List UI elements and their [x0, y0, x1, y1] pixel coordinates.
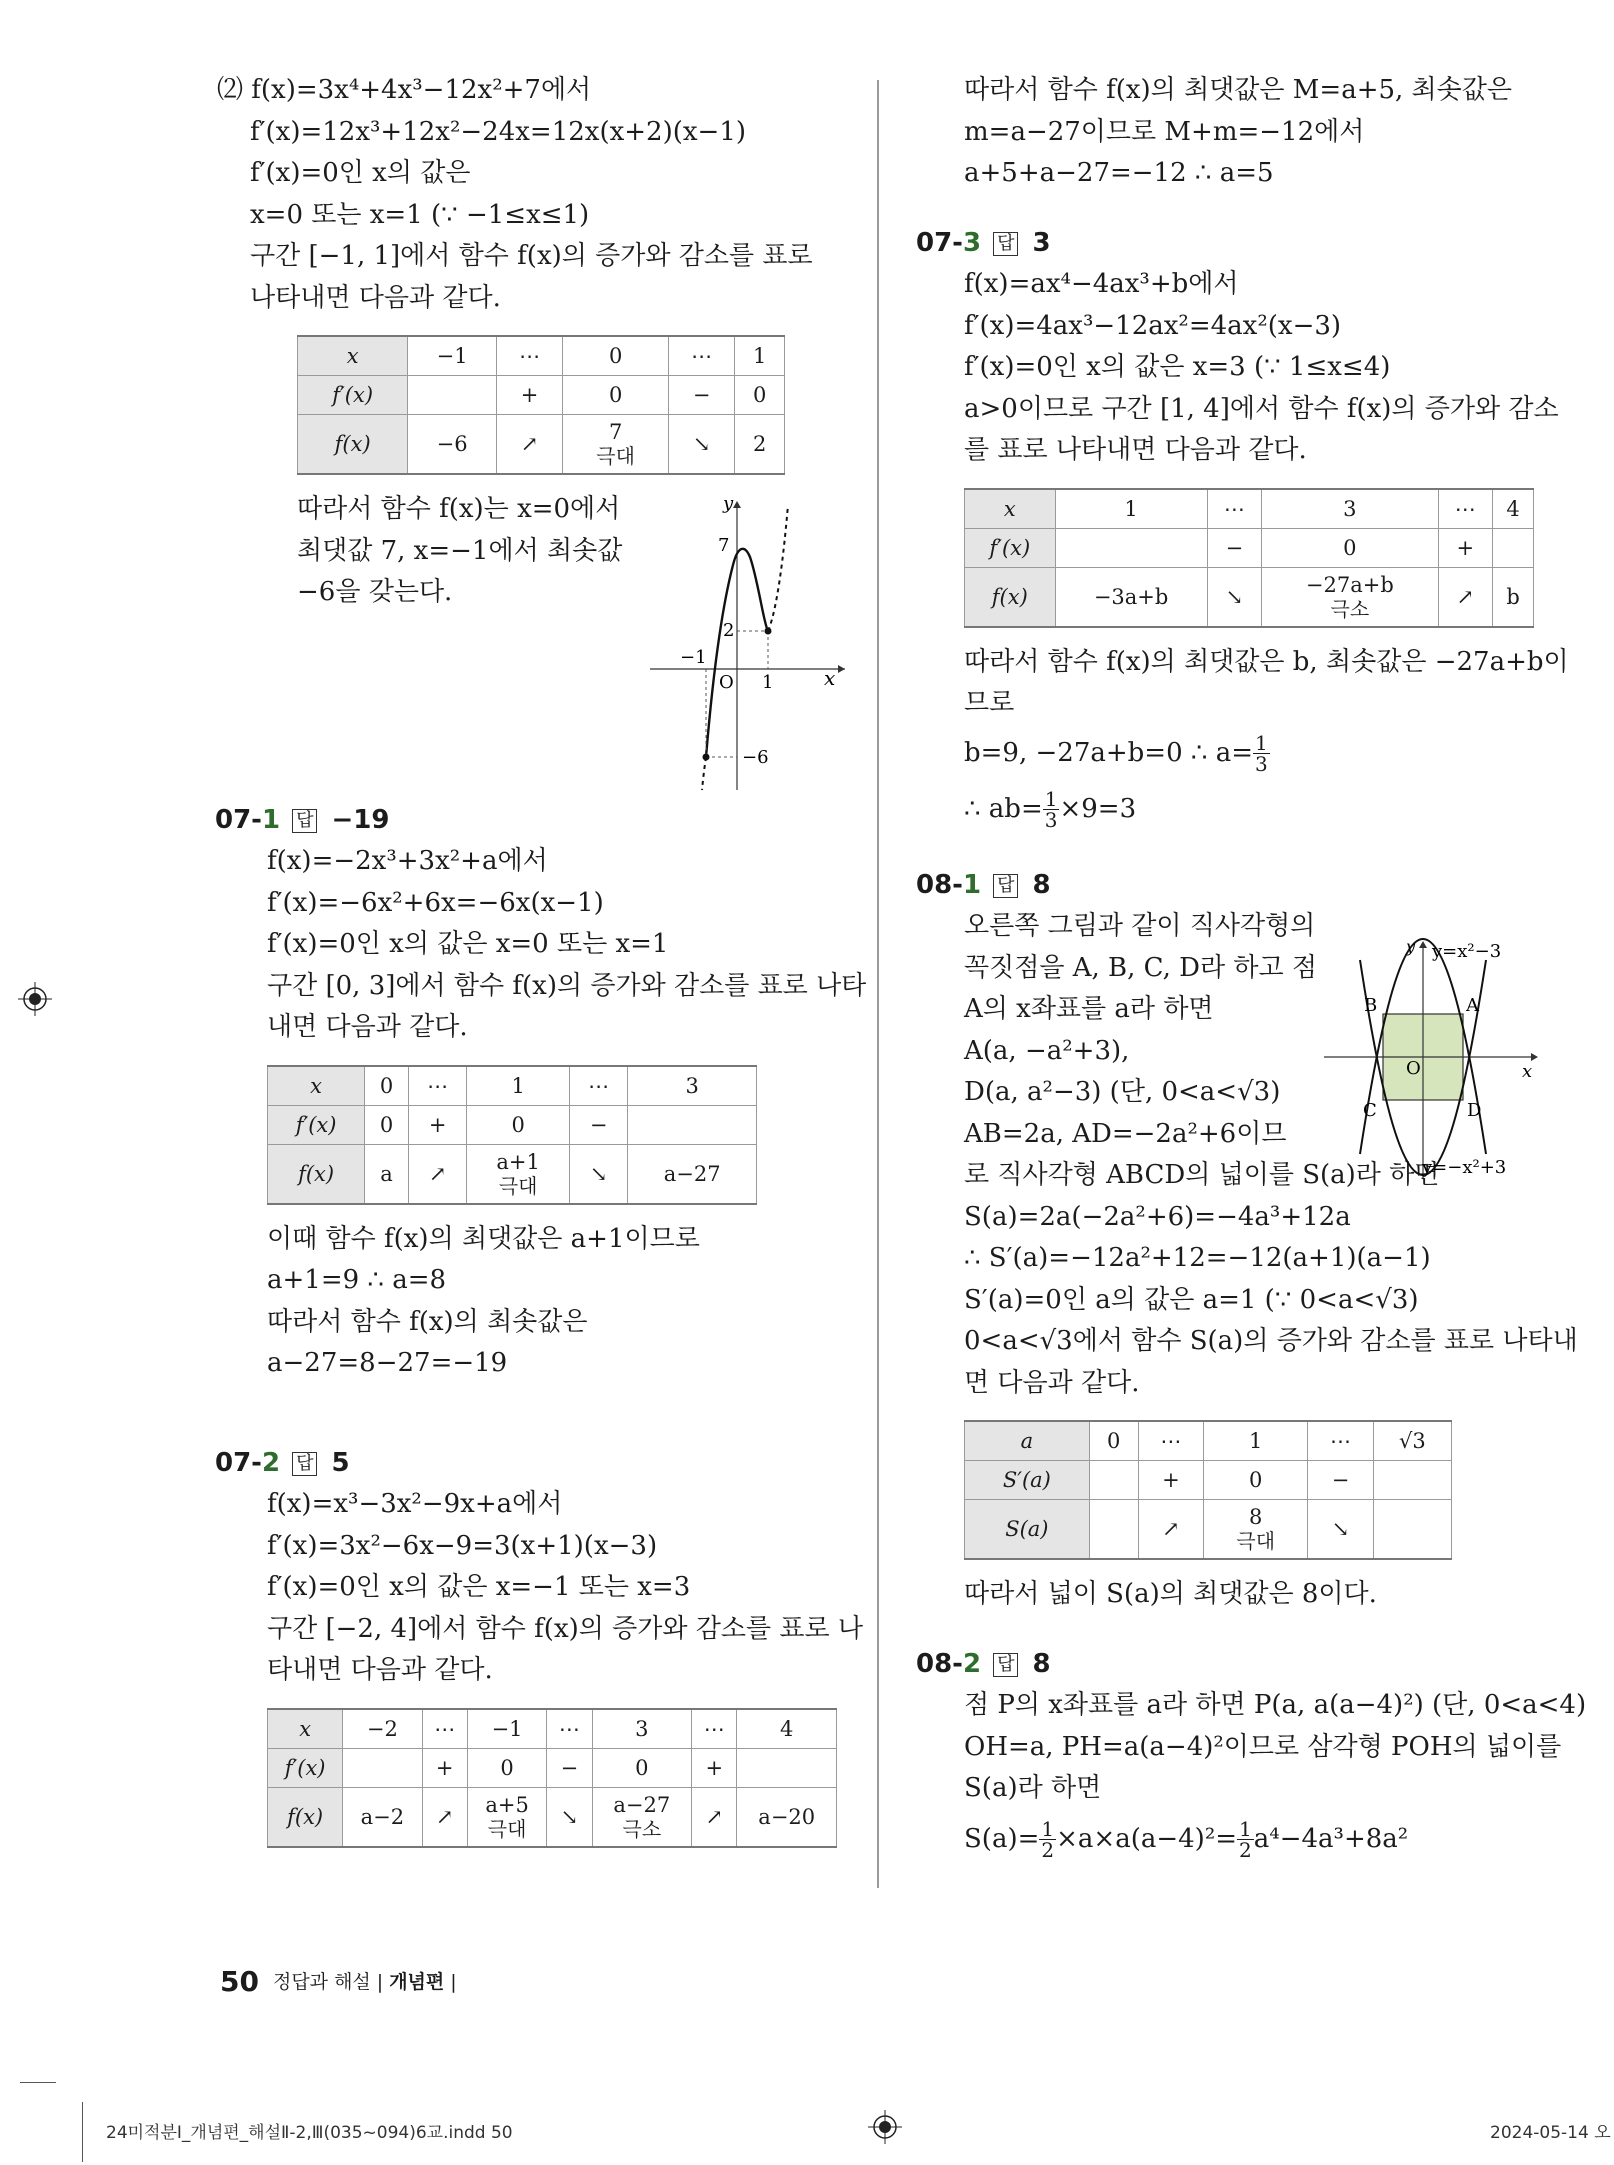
solution-line: 따라서 함수 f(x)의 최댓값은 M=a+5, 최솟값은	[964, 75, 1513, 105]
table-cell: S′(a)	[965, 1461, 1090, 1500]
intro-line: 나타내면 다음과 같다.	[250, 282, 501, 313]
table-cell: a	[365, 1144, 409, 1204]
axis-label: y	[723, 495, 734, 514]
table-cell: f′(x)	[298, 376, 408, 415]
solution-line: 면 다음과 같다.	[964, 1367, 1140, 1398]
table-cell: −	[668, 376, 734, 415]
table-cell	[467, 1787, 546, 1847]
solution-line: a+1=9 ∴ a=8	[267, 1265, 447, 1295]
fraction: $\frac{1}{3}$	[1044, 787, 1058, 832]
table-cell: ⋯	[1207, 489, 1262, 529]
table-cell: 1	[467, 1066, 569, 1106]
table-cell: ↗	[422, 1787, 467, 1847]
axis-label: x	[824, 666, 836, 690]
table-cell: 0	[365, 1105, 409, 1144]
tick-label: 7	[718, 535, 730, 556]
cell-value: a+1	[496, 1149, 540, 1174]
axis-label: y	[1406, 937, 1416, 956]
table-cell: a−2	[343, 1787, 422, 1847]
table-cell	[563, 415, 669, 475]
table-cell	[1262, 567, 1438, 627]
extremum-label: 극대	[596, 444, 635, 468]
table-cell: ↗	[692, 1787, 737, 1847]
table-cell: 3	[1262, 489, 1438, 529]
table-cell: ↘	[569, 1144, 628, 1204]
table-cell: −	[547, 1748, 592, 1787]
registration-mark-icon	[18, 982, 52, 1016]
solution-line: f′(x)=0인 x의 값은 x=0 또는 x=1	[267, 929, 669, 959]
footer-section: 개념편	[389, 1971, 445, 1993]
solution-line: a>0이므로 구간 [1, 4]에서 함수 f(x)의 증가와 감소	[964, 393, 1559, 424]
curve-dashed-left	[702, 757, 706, 790]
table-cell: 1	[735, 336, 785, 376]
extremum-label: 극대	[1236, 1529, 1276, 1553]
solution-line: a+5+a−27=−12 ∴ a=5	[964, 158, 1274, 188]
tick-label: −6	[742, 747, 769, 768]
table-cell: ↗	[1438, 567, 1493, 627]
curve-dashed-right	[768, 505, 788, 631]
increase-decrease-table	[297, 335, 785, 475]
increase-decrease-table	[964, 488, 1534, 628]
answer-box: 답	[993, 1653, 1018, 1677]
conclusion-line: 최댓값 7, x=−1에서 최솟값	[297, 535, 623, 566]
origin-label: O	[719, 672, 734, 693]
table-cell: −	[569, 1105, 628, 1144]
table-cell: ⋯	[1308, 1421, 1374, 1461]
table-cell	[592, 1787, 692, 1847]
table-cell: f(x)	[268, 1787, 343, 1847]
solution-line: f′(x)=3x²−6x−9=3(x+1)(x−3)	[267, 1530, 658, 1561]
table-cell: 1	[1204, 1421, 1308, 1461]
table-cell: ⋯	[408, 1066, 467, 1106]
left-column	[215, 70, 867, 1862]
solution-line: 따라서 함수 f(x)의 최솟값은	[267, 1306, 588, 1337]
table-cell: ↗	[1138, 1500, 1204, 1560]
table-cell: −1	[467, 1709, 546, 1749]
table-cell: ↘	[1207, 567, 1262, 627]
solution-line: S(a)= $\frac{1}{2}$ ×a×a(a−4)²= $\frac{1}{2}$ a⁴−4a³+8a²	[964, 1817, 1409, 1862]
vertex-label: B	[1364, 995, 1378, 1016]
endpoint-dot	[703, 754, 710, 761]
table-cell: 0	[467, 1748, 546, 1787]
table-cell: x	[268, 1066, 365, 1106]
solution-07-1	[217, 841, 867, 1385]
table-cell: 4	[1493, 489, 1534, 529]
extremum-label: 극소	[1330, 596, 1370, 621]
solution-line: f(x)=x³−3x²−9x+a에서	[267, 1489, 563, 1519]
solution-line: D(a, a²−3) (단, 0<a<√3)	[964, 1077, 1281, 1107]
table-cell: x	[965, 489, 1056, 529]
registration-mark-icon	[868, 2110, 902, 2144]
solution-line: S′(a)=0인 a의 값은 a=1 (∵ 0<a<√3)	[964, 1284, 1419, 1315]
print-slug-date: 2024-05-14 오	[1490, 2123, 1611, 2143]
problem-heading-07-1: 07-1 답 −19	[215, 804, 390, 835]
curve-label: y=x²−3	[1432, 941, 1502, 962]
table-cell: 4	[737, 1709, 837, 1749]
table-cell: 1	[1055, 489, 1207, 529]
table-cell: ⋯	[422, 1709, 467, 1749]
table-cell: f′(x)	[268, 1105, 365, 1144]
extremum-label: 극소	[622, 1816, 662, 1841]
table-cell: 3	[592, 1709, 692, 1749]
solution-line: 로 직사각형 ABCD의 넓이를 S(a)라 하면	[964, 1160, 1440, 1190]
table-cell: ↘	[547, 1787, 592, 1847]
table-cell: +	[1438, 528, 1493, 567]
vertex-label: A	[1466, 995, 1479, 1016]
table-cell: −	[1308, 1461, 1374, 1500]
extremum-label: 극대	[487, 1816, 527, 1841]
table-cell: 2	[735, 415, 785, 475]
tick-label: 1	[762, 672, 774, 693]
origin-label: O	[1406, 1058, 1421, 1079]
table-cell: x	[268, 1709, 343, 1749]
table-cell: a−27	[628, 1144, 757, 1204]
answer-box: 답	[292, 1452, 317, 1476]
solution-line: m=a−27이므로 M+m=−12에서	[964, 116, 1365, 147]
solution-line: b=9, −27a+b=0 ∴ a= $\frac{1}{3}$	[964, 731, 1268, 776]
table-cell: ↗	[408, 1144, 467, 1204]
table-cell	[467, 1144, 569, 1204]
table-cell	[1204, 1500, 1308, 1560]
solution-line: 0<a<√3에서 함수 S(a)의 증가와 감소를 표로 나타내	[964, 1326, 1578, 1356]
table-cell: f′(x)	[965, 528, 1056, 567]
table-cell: 0	[563, 336, 669, 376]
table-cell: ↗	[496, 415, 562, 475]
footer-text: 정답과 해설	[272, 1971, 371, 1993]
table-cell: 0	[1262, 528, 1438, 567]
table-cell: −	[1207, 528, 1262, 567]
solution-line: ∴ ab= $\frac{1}{3}$ ×9=3	[964, 787, 1137, 832]
table-cell: −3a+b	[1055, 567, 1207, 627]
table-cell: f(x)	[965, 567, 1056, 627]
table-cell: −6	[408, 415, 497, 475]
solution-line: f(x)=−2x³+3x²+a에서	[267, 846, 548, 876]
table-cell: 3	[628, 1066, 757, 1106]
table-cell	[1493, 528, 1534, 567]
solution-line: f′(x)=0인 x의 값은 x=−1 또는 x=3	[267, 1572, 691, 1602]
intro-line: x=0 또는 x=1 (∵ −1≤x≤1)	[250, 199, 590, 230]
increase-decrease-table	[964, 1420, 1452, 1560]
solution-08-2	[912, 1685, 1587, 1868]
solution-line: f′(x)=0인 x의 값은 x=3 (∵ 1≤x≤4)	[964, 352, 1391, 382]
table-cell: 0	[365, 1066, 409, 1106]
intro-block	[217, 70, 847, 319]
table-cell: ↘	[1308, 1500, 1374, 1560]
table-cell	[1089, 1500, 1138, 1560]
solution-line: 내면 다음과 같다.	[267, 1012, 468, 1042]
solution-line: 구간 [0, 3]에서 함수 f(x)의 증가와 감소를 표로 나타	[267, 970, 867, 1001]
table-cell: ⋯	[1438, 489, 1493, 529]
table-cell: ⋯	[547, 1709, 592, 1749]
table-cell: +	[496, 376, 562, 415]
crop-mark	[20, 2082, 56, 2083]
conclusion-line: 따라서 함수 f(x)는 x=0에서	[297, 494, 621, 524]
table-cell	[737, 1748, 837, 1787]
solution-07-3	[912, 264, 1569, 837]
table-cell: a−20	[737, 1787, 837, 1847]
table-cell	[343, 1748, 422, 1787]
cell-value: 7	[608, 420, 623, 444]
axis-label: x	[1522, 1061, 1533, 1082]
curve-label: y=−x²+3	[1422, 1157, 1507, 1178]
answer-box: 답	[292, 809, 317, 833]
rectangle-graph	[1320, 930, 1550, 1190]
fraction: $\frac{1}{3}$	[1254, 731, 1268, 776]
table-cell	[1055, 528, 1207, 567]
intro-line: 구간 [−1, 1]에서 함수 f(x)의 증가와 감소를 표로	[250, 241, 813, 271]
table-cell: ↘	[668, 415, 734, 475]
solution-line: S(a)라 하면	[964, 1773, 1102, 1803]
answer-box: 답	[993, 874, 1018, 898]
table-cell: 0	[1204, 1461, 1308, 1500]
table-cell: √3	[1373, 1421, 1451, 1461]
table-cell: f(x)	[298, 415, 408, 475]
table-cell: b	[1493, 567, 1534, 627]
vertex-label: D	[1467, 1100, 1482, 1121]
solution-line: A의 x좌표를 a라 하면	[964, 994, 1214, 1024]
solution-line: OH=a, PH=a(a−4)²이므로 삼각형 POH의 넓이를	[964, 1731, 1562, 1762]
table-cell: a	[965, 1421, 1090, 1461]
table-cell: 0	[1089, 1421, 1138, 1461]
solution-line: 구간 [−2, 4]에서 함수 f(x)의 증가와 감소를 표로 나	[267, 1613, 863, 1644]
solution-line: 꼭짓점을 A, B, C, D라 하고 점	[964, 952, 1318, 983]
solution-line: AB=2a, AD=−2a²+6이므	[964, 1118, 1287, 1149]
table-cell: 0	[592, 1748, 692, 1787]
print-slug-file: 24미적분Ⅰ_개념편_해설Ⅱ-2,Ⅲ(035~094)6교.indd 50	[106, 2123, 513, 2143]
problem-heading-07-2: 07-2 답 5	[215, 1447, 350, 1478]
fraction: $\frac{1}{2}$	[1041, 1817, 1055, 1862]
crop-mark	[82, 2102, 83, 2162]
solution-07-2	[217, 1484, 863, 1848]
table-cell	[408, 376, 497, 415]
table-cell: +	[692, 1748, 737, 1787]
table-cell: S(a)	[965, 1500, 1090, 1560]
page-footer: 50 정답과 해설 | 개념편 |	[220, 1965, 457, 1998]
problem-heading-07-3: 07-3 답 3	[916, 227, 1051, 258]
table-cell	[1373, 1500, 1451, 1560]
answer-box: 답	[993, 232, 1018, 256]
conclusion-line: −6을 갖는다.	[297, 577, 453, 607]
solution-line: ∴ S′(a)=−12a²+12=−12(a+1)(a−1)	[964, 1243, 1431, 1273]
table-cell: 0	[563, 376, 669, 415]
table-cell	[628, 1105, 757, 1144]
table-cell	[1089, 1461, 1138, 1500]
table-cell: +	[422, 1748, 467, 1787]
table-cell: ⋯	[496, 336, 562, 376]
table-cell: +	[1138, 1461, 1204, 1500]
problem-heading-08-1: 08-1 답 8	[916, 869, 1051, 900]
intro-line: f′(x)=12x³+12x²−24x=12x(x+2)(x−1)	[250, 116, 747, 147]
table-cell: ⋯	[692, 1709, 737, 1749]
intro-line: f′(x)=0인 x의 값은	[250, 158, 471, 188]
cell-value: 8	[1249, 1505, 1263, 1529]
tick-label: −1	[680, 647, 707, 668]
endpoint-dot	[765, 628, 772, 635]
tick-label: 2	[723, 620, 735, 641]
table-cell: +	[408, 1105, 467, 1144]
table-cell: f(x)	[268, 1144, 365, 1204]
increase-decrease-table	[267, 1708, 837, 1848]
solution-line: 따라서 넓이 S(a)의 최댓값은 8이다.	[964, 1579, 1377, 1609]
solution-line: 오른쪽 그림과 같이 직사각형의	[964, 911, 1316, 941]
table-cell: 0	[467, 1105, 569, 1144]
page-number: 50	[220, 1965, 259, 1998]
cell-value: a+5	[485, 1792, 529, 1817]
solution-line: f(x)=ax⁴−4ax³+b에서	[964, 269, 1239, 299]
cell-value: −27a+b	[1305, 572, 1394, 597]
table-cell: x	[298, 336, 408, 376]
solution-line: 점 P의 x좌표를 a라 하면 P(a, a(a−4)²) (단, 0<a<4)	[964, 1690, 1587, 1720]
table-cell: ⋯	[1138, 1421, 1204, 1461]
continuation-07-2	[912, 70, 1542, 195]
increase-decrease-table	[267, 1065, 757, 1205]
solution-line: f′(x)=4ax³−12ax²=4ax²(x−3)	[964, 310, 1342, 341]
solution-line: 므로	[964, 688, 1015, 718]
extremum-label: 극대	[498, 1173, 538, 1198]
solution-line: S(a)=2a(−2a²+6)=−4a³+12a	[964, 1201, 1351, 1232]
column-divider	[877, 80, 879, 1888]
cell-value: a−27	[613, 1792, 671, 1817]
fraction: $\frac{1}{2}$	[1239, 1817, 1252, 1862]
vertex-label: C	[1363, 1100, 1377, 1121]
table-cell	[1373, 1461, 1451, 1500]
solution-line: 따라서 함수 f(x)의 최댓값은 b, 최솟값은 −27a+b이	[964, 646, 1569, 677]
function-graph-1	[640, 495, 850, 795]
table-cell: ⋯	[569, 1066, 628, 1106]
table-cell: f′(x)	[268, 1748, 343, 1787]
solution-line: A(a, −a²+3),	[964, 1035, 1130, 1066]
table-cell: 0	[735, 376, 785, 415]
solution-line: f′(x)=−6x²+6x=−6x(x−1)	[267, 887, 604, 918]
table-cell: ⋯	[668, 336, 734, 376]
intro-line: ⑵ f(x)=3x⁴+4x³−12x²+7에서	[217, 75, 592, 105]
solution-line: a−27=8−27=−19	[267, 1348, 508, 1378]
table-cell: −2	[343, 1709, 422, 1749]
solution-line: 를 표로 나타내면 다음과 같다.	[964, 435, 1307, 465]
solution-line: 타내면 다음과 같다.	[267, 1655, 493, 1685]
table-cell: −1	[408, 336, 497, 376]
solution-line: 이때 함수 f(x)의 최댓값은 a+1이므로	[267, 1223, 700, 1254]
problem-heading-08-2: 08-2 답 8	[916, 1648, 1051, 1679]
